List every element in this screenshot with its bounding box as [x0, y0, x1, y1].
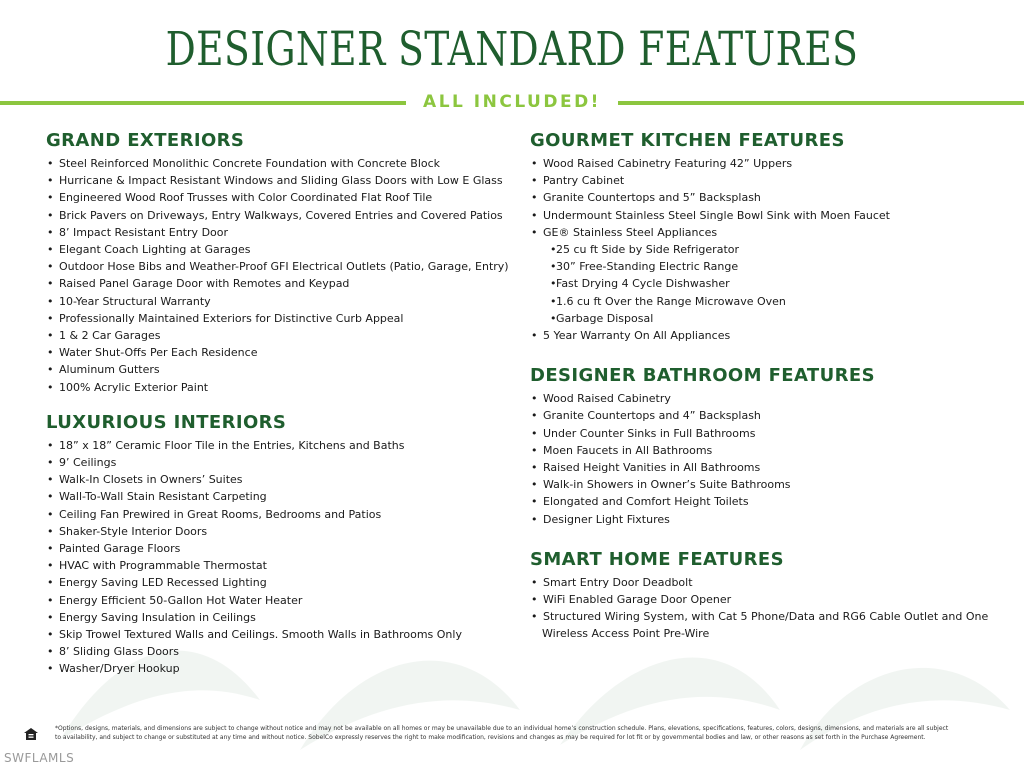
- list-item: • Ceiling Fan Prewired in Great Rooms, Bedrooms and Patios: [46, 506, 516, 523]
- section-heading: LUXURIOUS INTERIORS: [46, 411, 287, 433]
- section-designer-bathroom: [530, 366, 1010, 528]
- section-heading: DESIGNER BATHROOM FEATURES: [530, 365, 875, 387]
- sub-item-text: 1.6 cu ft Over the Range Microwave Oven: [556, 294, 786, 308]
- list-item: • Smart Entry Door Deadbolt: [530, 574, 1010, 591]
- list-item: • Moen Faucets in All Bathrooms: [530, 442, 1010, 459]
- list-item: • Walk-In Closets in Owners’ Suites: [46, 471, 516, 488]
- sub-item-text: 30” Free-Standing Electric Range: [556, 260, 739, 274]
- appliance-sub-item: [530, 310, 1010, 327]
- page-title: DESIGNER STANDARD FEATURES: [165, 22, 859, 77]
- list-item: • Painted Garage Floors: [46, 540, 516, 557]
- section-heading: GRAND EXTERIORS: [46, 130, 245, 151]
- list-item: • 100% Acrylic Exterior Paint: [46, 379, 516, 396]
- title-rule-left: [0, 101, 406, 105]
- list-item: • Wall-To-Wall Stain Resistant Carpeting: [46, 488, 516, 505]
- list-item: • Outdoor Hose Bibs and Weather-Proof GFI Electrical Outlets (Patio, Garage, Entry): [46, 258, 516, 275]
- list-item: • Walk-in Showers in Owner’s Suite Bathrooms: [530, 476, 1010, 493]
- list-item: • 10-Year Structural Warranty: [46, 293, 516, 310]
- list-item: • Washer/Dryer Hookup: [46, 660, 516, 677]
- list-item: • Energy Efficient 50-Gallon Hot Water Heater: [46, 592, 516, 609]
- feature-list: [530, 155, 1010, 344]
- list-item: • Hurricane & Impact Resistant Windows and Sliding Glass Doors with Low E Glass: [46, 172, 516, 189]
- sub-item-text: 25 cu ft Side by Side Refrigerator: [556, 243, 740, 257]
- list-item: • Raised Height Vanities in All Bathrooms: [530, 459, 1010, 476]
- appliance-sub-item: [530, 258, 1010, 275]
- list-item: • Aluminum Gutters: [46, 361, 516, 378]
- list-item: • Designer Light Fixtures: [530, 511, 1010, 528]
- list-item: • Granite Countertops and 5” Backsplash: [530, 189, 1010, 206]
- disclaimer-line: *Options, designs, materials, and dimensions are subject to change without notice and may not be available on all homes or may be unavailable due to an individual home’s construction schedule. Plans, elevations, specifications, features, colors, designs, dimensions, and materials are all subject: [55, 725, 949, 732]
- list-item: • Wood Raised Cabinetry Featuring 42” Uppers: [530, 155, 1010, 172]
- section-heading: SMART HOME FEATURES: [530, 548, 784, 570]
- list-item: • GE® Stainless Steel Appliances: [530, 224, 1010, 241]
- list-item: • Shaker-Style Interior Doors: [46, 523, 516, 540]
- page-subtitle: ALL INCLUDED!: [423, 92, 601, 112]
- section-gourmet-kitchen: [530, 131, 1010, 344]
- list-item: • Wood Raised Cabinetry: [530, 390, 1010, 407]
- list-item: • Engineered Wood Roof Trusses with Color Coordinated Flat Roof Tile: [46, 189, 516, 206]
- list-item: • Energy Saving LED Recessed Lighting: [46, 574, 516, 591]
- right-column: [530, 131, 1010, 643]
- section-grand-exteriors: [46, 131, 516, 396]
- list-item: • 9’ Ceilings: [46, 454, 516, 471]
- feature-list: [530, 574, 1010, 643]
- list-item: • Skip Trowel Textured Walls and Ceilings. Smooth Walls in Bathrooms Only: [46, 626, 516, 643]
- section-smart-home: [530, 550, 1010, 643]
- list-item: • Structured Wiring System, with Cat 5 Phone/Data and RG6 Cable Outlet and One: [530, 608, 1010, 625]
- list-item: • Energy Saving Insulation in Ceilings: [46, 609, 516, 626]
- list-item: • Steel Reinforced Monolithic Concrete Foundation with Concrete Block: [46, 155, 516, 172]
- list-item: • 5 Year Warranty On All Appliances: [530, 327, 1010, 344]
- list-item: • Raised Panel Garage Door with Remotes and Keypad: [46, 275, 516, 292]
- list-item: • Water Shut-Offs Per Each Residence: [46, 344, 516, 361]
- sub-item-text: Fast Drying 4 Cycle Dishwasher: [556, 277, 730, 291]
- list-item: • 18” x 18” Ceramic Floor Tile in the Entries, Kitchens and Baths: [46, 437, 516, 454]
- list-item: • 1 & 2 Car Garages: [46, 327, 516, 344]
- list-item: • Undermount Stainless Steel Single Bowl Sink with Moen Faucet: [530, 207, 1010, 224]
- sub-item-text: Garbage Disposal: [556, 311, 654, 325]
- list-item: • Granite Countertops and 4” Backsplash: [530, 407, 1010, 424]
- list-item: • HVAC with Programmable Thermostat: [46, 557, 516, 574]
- appliance-sub-item: [530, 241, 1010, 258]
- list-item: • Elegant Coach Lighting at Garages: [46, 241, 516, 258]
- list-item: • Pantry Cabinet: [530, 172, 1010, 189]
- title-rule-right: [618, 101, 1024, 105]
- list-item-continuation: Wireless Access Point Pre-Wire: [542, 627, 710, 641]
- list-item: • Professionally Maintained Exteriors for Distinctive Curb Appeal: [46, 310, 516, 327]
- feature-list: [46, 155, 516, 396]
- list-item: • Brick Pavers on Driveways, Entry Walkways, Covered Entries and Covered Patios: [46, 207, 516, 224]
- left-column: [46, 131, 516, 678]
- appliance-sub-item: [530, 275, 1010, 292]
- section-heading: GOURMET KITCHEN FEATURES: [530, 130, 845, 151]
- feature-list: [46, 437, 516, 678]
- list-item: • Under Counter Sinks in Full Bathrooms: [530, 425, 1010, 442]
- disclaimer-line: to availability, and subject to change or substituted at any time and without notice. SobelCo expressly reserves the right to make modification, revisions and changes as may be required for lot fit or by governmental bodies and law, or other reasons as set forth in the Purchase Agreement.: [55, 734, 926, 741]
- equal-housing-opportunity-icon: [24, 728, 38, 740]
- list-item: • 8’ Sliding Glass Doors: [46, 643, 516, 660]
- appliance-sub-item: [530, 293, 1010, 310]
- disclaimer: [55, 724, 955, 742]
- mls-watermark: SWFLAMLS: [4, 751, 75, 765]
- list-item: • Elongated and Comfort Height Toilets: [530, 493, 1010, 510]
- feature-list: [530, 390, 1010, 528]
- list-item: • 8’ Impact Resistant Entry Door: [46, 224, 516, 241]
- list-item: • WiFi Enabled Garage Door Opener: [530, 591, 1010, 608]
- section-luxurious-interiors: [46, 413, 516, 678]
